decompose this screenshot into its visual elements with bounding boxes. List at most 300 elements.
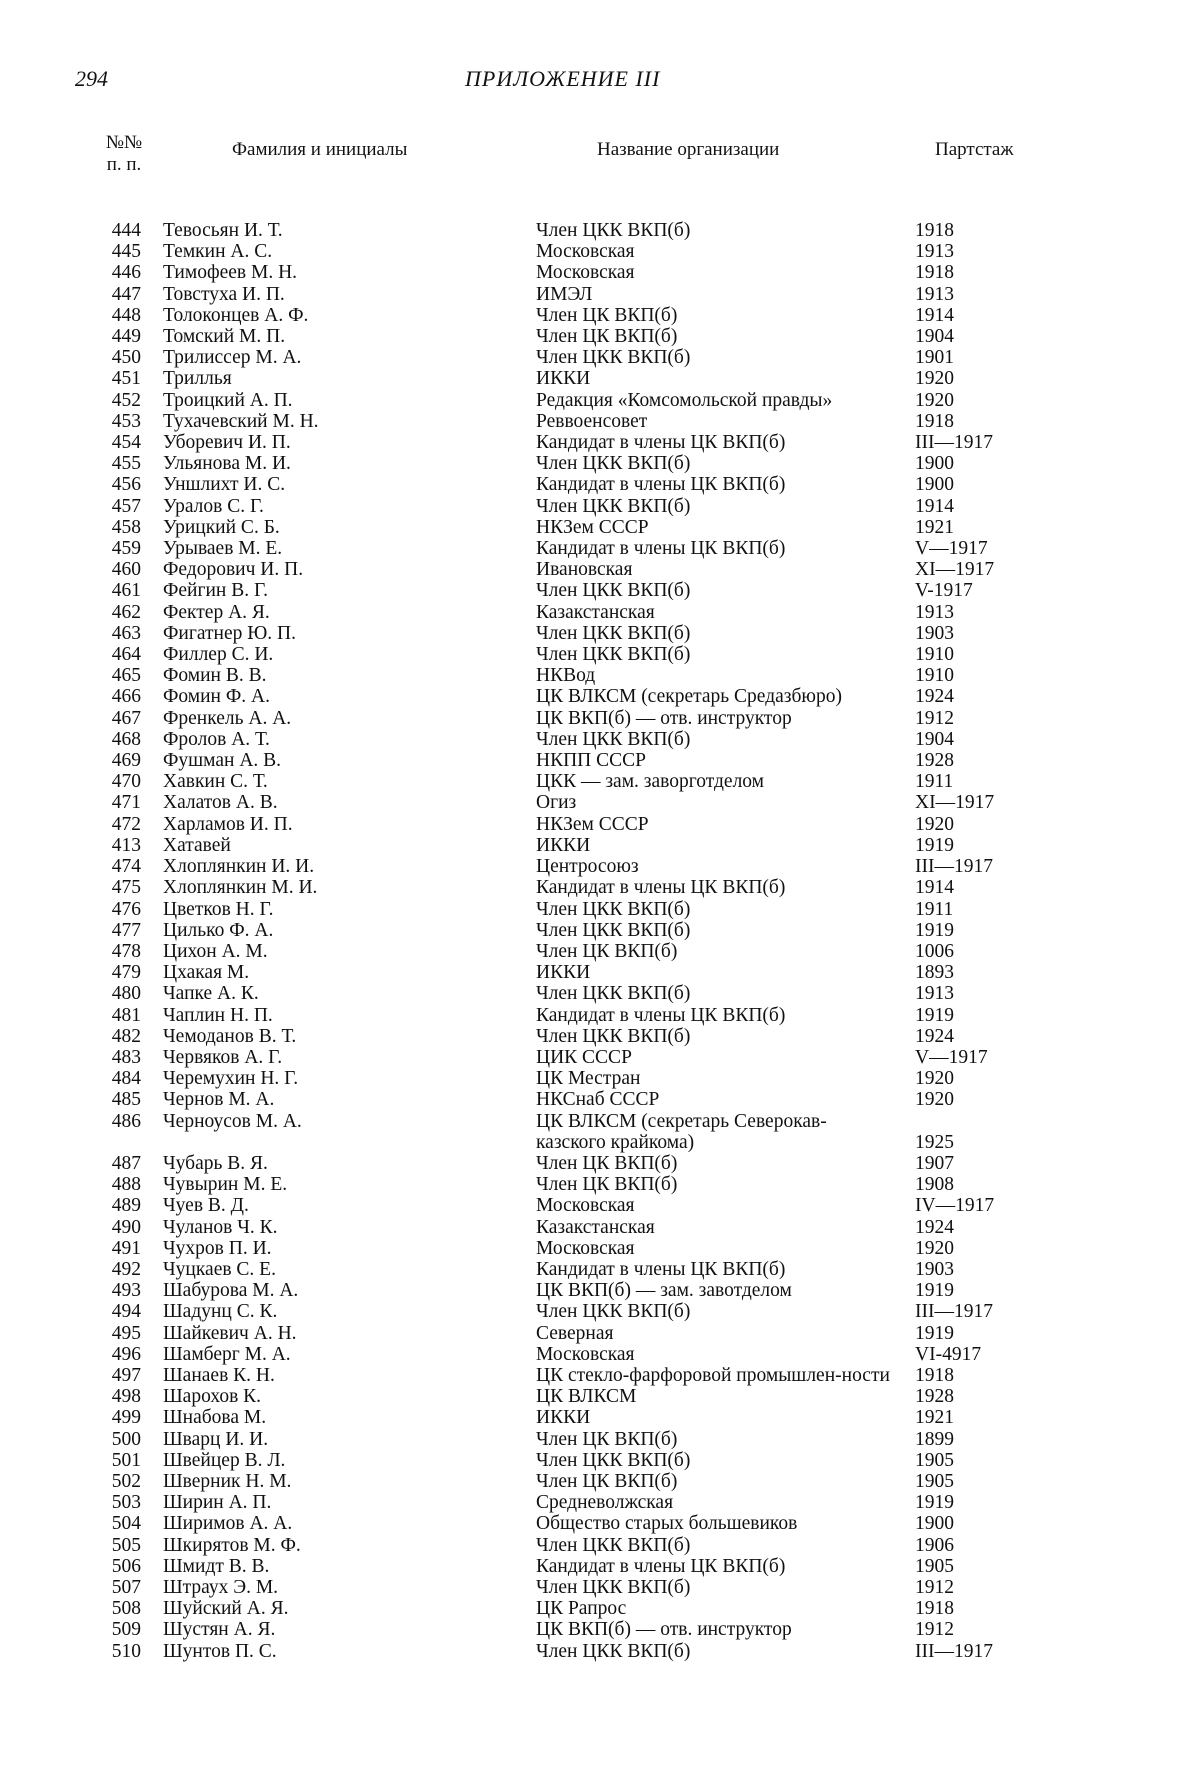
- table-row: [0, 1280, 1200, 1301]
- member-name: Фомин Ф. А.: [163, 686, 270, 708]
- party-tenure: 1920: [915, 813, 954, 835]
- party-tenure: 1919: [915, 1004, 954, 1026]
- member-name: Шабурова М. А.: [163, 1280, 299, 1302]
- row-number: 502: [111, 1470, 141, 1492]
- column-header-number-line2: п. п.: [106, 154, 142, 175]
- row-number: 471: [111, 792, 141, 814]
- table-row: [0, 1598, 1200, 1619]
- row-number: 500: [111, 1428, 141, 1450]
- organization-name: ЦК ВЛКСМ (секретарь Северокав-казского крайкома): [536, 1110, 827, 1153]
- organization-name: ЦК стекло-фарфоровой промышлен-ности: [536, 1364, 890, 1386]
- party-tenure: 1913: [915, 601, 954, 623]
- table-row: [0, 517, 1200, 538]
- row-number: 469: [111, 750, 141, 772]
- row-number: 449: [111, 326, 141, 348]
- organization-name: НКЗем СССР: [536, 516, 649, 538]
- organization-name: Московская: [536, 1195, 635, 1217]
- party-tenure: 1006: [915, 940, 954, 962]
- member-name: Шамберг М. А.: [163, 1343, 291, 1365]
- table-row: [0, 559, 1200, 580]
- table-row: [0, 983, 1200, 1004]
- row-number: 474: [111, 856, 141, 878]
- row-number: 456: [111, 474, 141, 496]
- row-number: 463: [111, 622, 141, 644]
- party-tenure: V—1917: [915, 538, 988, 560]
- member-name: Темкин А. С.: [163, 241, 273, 263]
- member-name: Цихон А. М.: [163, 940, 268, 962]
- member-name: Уншлихт И. С.: [163, 474, 286, 496]
- organization-name: ЦК ВКП(б) — отв. инструктор: [536, 1619, 792, 1641]
- member-name: Чувырин М. Е.: [163, 1174, 288, 1196]
- member-name: Фейгин В. Г.: [163, 580, 268, 602]
- table-row: [0, 899, 1200, 920]
- row-number: 461: [111, 580, 141, 602]
- member-name: Трилиссер М. А.: [163, 347, 302, 369]
- party-tenure: 1912: [915, 1619, 954, 1641]
- member-name: Урицкий С. Б.: [163, 516, 280, 538]
- member-name: Ширимов А. А.: [163, 1513, 293, 1535]
- organization-name: Член ЦКК ВКП(б): [536, 453, 691, 475]
- page-header: [0, 66, 1200, 96]
- row-number: 455: [111, 453, 141, 475]
- member-name: Хатавей: [163, 834, 231, 856]
- party-tenure: 1924: [915, 1216, 954, 1238]
- party-tenure: 1921: [915, 1407, 954, 1429]
- organization-name: Центросоюз: [536, 856, 639, 878]
- member-name: Тухачевский М. Н.: [163, 410, 319, 432]
- table-row: [0, 941, 1200, 962]
- member-name: Толоконцев А. Ф.: [163, 304, 309, 326]
- organization-name: Кандидат в члены ЦК ВКП(б): [536, 1004, 786, 1026]
- organization-name: Член ЦКК ВКП(б): [536, 1534, 691, 1556]
- column-header-number-line1: №№: [105, 132, 143, 153]
- organization-name: Член ЦКК ВКП(б): [536, 1449, 691, 1471]
- organization-name: Член ЦК ВКП(б): [536, 326, 678, 348]
- party-tenure: 1914: [915, 495, 954, 517]
- organization-name: Член ЦКК ВКП(б): [536, 728, 691, 750]
- table-row: [0, 962, 1200, 983]
- party-tenure: III—1917: [915, 856, 993, 878]
- member-name: Шарохов К.: [163, 1386, 262, 1408]
- member-name: Троицкий А. П.: [163, 389, 293, 411]
- party-tenure: 1913: [915, 983, 954, 1005]
- table-row: [0, 835, 1200, 856]
- party-tenure: 1914: [915, 877, 954, 899]
- organization-name: Московская: [536, 241, 635, 263]
- party-tenure: III—1917: [915, 432, 993, 454]
- row-number: 457: [111, 495, 141, 517]
- organization-name: ИККИ: [536, 834, 591, 856]
- member-name: Шварц И. И.: [163, 1428, 269, 1450]
- row-number: 496: [111, 1343, 141, 1365]
- member-name: Чемоданов В. Т.: [163, 1025, 297, 1047]
- row-number: 467: [111, 707, 141, 729]
- table-row: [0, 1005, 1200, 1026]
- party-tenure: 1920: [915, 368, 954, 390]
- row-number: 507: [111, 1577, 141, 1598]
- party-tenure: 1919: [915, 1280, 954, 1302]
- member-name: Шадунц С. К.: [163, 1301, 278, 1323]
- organization-name: Реввоенсовет: [536, 410, 648, 432]
- organization-name: ИККИ: [536, 368, 591, 390]
- table-row: [0, 708, 1200, 729]
- table-row: [0, 1513, 1200, 1534]
- member-name: Чернов М. А.: [163, 1089, 275, 1111]
- row-number: 480: [111, 983, 141, 1005]
- row-number: 478: [111, 940, 141, 962]
- table-row: [0, 1259, 1200, 1280]
- table-row: [0, 262, 1200, 283]
- table-row: [0, 453, 1200, 474]
- member-name: Тевосьян И. Т.: [163, 220, 283, 241]
- organization-name: Член ЦКК ВКП(б): [536, 495, 691, 517]
- table-row: [0, 220, 1200, 241]
- table-row: [0, 1111, 1200, 1153]
- row-number: 492: [111, 1258, 141, 1280]
- member-name: Ширин А. П.: [163, 1492, 272, 1514]
- row-number: 450: [111, 347, 141, 369]
- member-name: Шверник Н. М.: [163, 1470, 292, 1492]
- organization-name: Член ЦКК ВКП(б): [536, 898, 691, 920]
- organization-name: Кандидат в члены ЦК ВКП(б): [536, 877, 786, 899]
- member-name: Ульянова М. И.: [163, 453, 291, 475]
- table-row: [0, 665, 1200, 686]
- party-tenure: 1893: [915, 962, 954, 984]
- row-number: 482: [111, 1025, 141, 1047]
- table-row: [0, 1174, 1200, 1195]
- member-name: Фектер А. Я.: [163, 601, 270, 623]
- party-tenure: 1920: [915, 1089, 954, 1111]
- running-title: ПРИЛОЖЕНИЕ III: [465, 66, 661, 91]
- party-tenure: 1919: [915, 1492, 954, 1514]
- row-number: 494: [111, 1301, 141, 1323]
- table-row: [0, 1089, 1200, 1110]
- member-name: Фигатнер Ю. П.: [163, 622, 296, 644]
- table-row: [0, 1238, 1200, 1259]
- row-number: 448: [111, 304, 141, 326]
- organization-name: НКПП СССР: [536, 750, 646, 772]
- party-tenure: 1918: [915, 1364, 954, 1386]
- organization-name: ИМЭЛ: [536, 283, 593, 305]
- member-name: Цилько Ф. А.: [163, 919, 274, 941]
- organization-name: Казакстанская: [536, 1216, 655, 1238]
- table-row: [0, 1407, 1200, 1428]
- organization-name: Член ЦКК ВКП(б): [536, 622, 691, 644]
- row-number: 451: [111, 368, 141, 390]
- party-tenure: IV—1917: [915, 1195, 995, 1217]
- table-row: [0, 390, 1200, 411]
- row-number: 508: [111, 1598, 141, 1620]
- party-tenure: 1914: [915, 304, 954, 326]
- organization-name: ИККИ: [536, 1407, 591, 1429]
- member-name: Товстуха И. П.: [163, 283, 285, 305]
- organization-name: ЦК ВЛКСМ: [536, 1386, 637, 1408]
- row-number: 465: [111, 665, 141, 687]
- organization-name: Член ЦКК ВКП(б): [536, 919, 691, 941]
- row-number: 476: [111, 898, 141, 920]
- row-number: 445: [111, 241, 141, 263]
- member-name: Чуланов Ч. К.: [163, 1216, 278, 1238]
- row-number: 477: [111, 919, 141, 941]
- table-row: [0, 644, 1200, 665]
- table-row: [0, 750, 1200, 771]
- row-number: 472: [111, 813, 141, 835]
- table-row: [0, 729, 1200, 750]
- party-tenure: 1919: [915, 919, 954, 941]
- member-name: Чуцкаев С. Е.: [163, 1258, 276, 1280]
- table-row: [0, 1577, 1200, 1598]
- party-tenure: XI—1917: [915, 792, 995, 814]
- row-number: 506: [111, 1555, 141, 1577]
- organization-name: Огиз: [536, 792, 577, 814]
- organization-name: Кандидат в члены ЦК ВКП(б): [536, 538, 786, 560]
- party-tenure: 1919: [915, 1322, 954, 1344]
- member-name: Чухров П. И.: [163, 1237, 272, 1259]
- party-tenure: III—1917: [915, 1640, 993, 1662]
- member-name: Червяков А. Г.: [163, 1046, 283, 1068]
- member-name: Шнабова М.: [163, 1407, 267, 1429]
- row-number: 452: [111, 389, 141, 411]
- party-tenure: 1912: [915, 1577, 954, 1598]
- member-name: Триллья: [163, 368, 232, 390]
- party-tenure: 1905: [915, 1449, 954, 1471]
- party-tenure: 1920: [915, 1237, 954, 1259]
- organization-name: НКЗем СССР: [536, 813, 649, 835]
- column-header-organization: Название организации: [597, 139, 780, 160]
- row-number: 470: [111, 771, 141, 793]
- member-name: Урываев М. Е.: [163, 538, 283, 560]
- organization-name: Член ЦК ВКП(б): [536, 1470, 678, 1492]
- member-name: Черноусов М. А.: [163, 1110, 302, 1132]
- party-tenure: 1912: [915, 707, 954, 729]
- party-tenure: 1913: [915, 241, 954, 263]
- column-header-number: [94, 132, 154, 176]
- member-name: Чаплин Н. П.: [163, 1004, 273, 1026]
- row-number: 491: [111, 1237, 141, 1259]
- member-name: Шустян А. Я.: [163, 1619, 276, 1641]
- member-name: Шанаев К. Н.: [163, 1364, 275, 1386]
- organization-name: Член ЦКК ВКП(б): [536, 220, 691, 241]
- table-row: [0, 1641, 1200, 1662]
- party-tenure: 1911: [915, 898, 954, 920]
- row-number: 453: [111, 410, 141, 432]
- member-name: Хавкин С. Т.: [163, 771, 268, 793]
- member-name: Френкель А. А.: [163, 707, 292, 729]
- member-name: Хлоплянкин М. И.: [163, 877, 318, 899]
- table-row: [0, 1026, 1200, 1047]
- member-name: Черемухин Н. Г.: [163, 1068, 299, 1090]
- row-number: 495: [111, 1322, 141, 1344]
- row-number: 501: [111, 1449, 141, 1471]
- member-name: Филлер С. И.: [163, 644, 274, 666]
- organization-name: Казакстанская: [536, 601, 655, 623]
- row-number: 446: [111, 262, 141, 284]
- party-tenure: 1920: [915, 389, 954, 411]
- table-row: [0, 368, 1200, 389]
- organization-name: Кандидат в члены ЦК ВКП(б): [536, 474, 786, 496]
- table-row: [0, 1492, 1200, 1513]
- row-number: 483: [111, 1046, 141, 1068]
- member-name: Харламов И. П.: [163, 813, 293, 835]
- member-name: Цхакая М.: [163, 962, 250, 984]
- organization-name: НКВод: [536, 665, 596, 687]
- party-tenure: 1899: [915, 1428, 954, 1450]
- organization-name: Московская: [536, 1343, 635, 1365]
- organization-name: НКСнаб СССР: [536, 1089, 660, 1111]
- member-name: Чубарь В. Я.: [163, 1152, 268, 1174]
- member-name: Федорович И. П.: [163, 559, 304, 581]
- row-number: 413: [111, 834, 141, 856]
- organization-name: ЦК Местран: [536, 1068, 641, 1090]
- table-row: [0, 538, 1200, 559]
- organization-name: ЦК ВЛКСМ (секретарь Средазбюро): [536, 686, 842, 708]
- member-name: Уралов С. Г.: [163, 495, 264, 517]
- row-number: 459: [111, 538, 141, 560]
- row-number: 499: [111, 1407, 141, 1429]
- organization-name: Член ЦКК ВКП(б): [536, 1640, 691, 1662]
- party-tenure: 1911: [915, 771, 954, 793]
- row-number: 475: [111, 877, 141, 899]
- row-number: 484: [111, 1068, 141, 1090]
- organization-name: Северная: [536, 1322, 614, 1344]
- table-row: [0, 496, 1200, 517]
- row-number: 485: [111, 1089, 141, 1111]
- organization-name: Кандидат в члены ЦК ВКП(б): [536, 432, 786, 454]
- row-number: 462: [111, 601, 141, 623]
- row-number: 481: [111, 1004, 141, 1026]
- party-tenure: 1924: [915, 686, 954, 708]
- organization-name: ЦК ВКП(б) — отв. инструктор: [536, 707, 792, 729]
- member-name: Фролов А. Т.: [163, 728, 270, 750]
- organization-name: Кандидат в члены ЦК ВКП(б): [536, 1555, 786, 1577]
- row-number: 489: [111, 1195, 141, 1217]
- party-tenure: 1901: [915, 347, 954, 369]
- member-name: Швейцер В. Л.: [163, 1449, 286, 1471]
- table-row: [0, 326, 1200, 347]
- organization-name: Член ЦК ВКП(б): [536, 1174, 678, 1196]
- table-row: [0, 580, 1200, 601]
- member-name: Шкирятов М. Ф.: [163, 1534, 301, 1556]
- organization-name: Ивановская: [536, 559, 633, 581]
- party-tenure: XI—1917: [915, 559, 995, 581]
- table-row: [0, 1450, 1200, 1471]
- row-number: 497: [111, 1364, 141, 1386]
- table-row: [0, 347, 1200, 368]
- party-tenure: 1900: [915, 1513, 954, 1535]
- party-tenure: 1904: [915, 728, 954, 750]
- table-row: [0, 411, 1200, 432]
- table-row: [0, 877, 1200, 898]
- organization-name: Московская: [536, 1237, 635, 1259]
- table-row: [0, 1365, 1200, 1386]
- member-name: Халатов А. В.: [163, 792, 278, 814]
- member-name: Фушман А. В.: [163, 750, 282, 772]
- party-tenure: 1908: [915, 1174, 954, 1196]
- row-number: 504: [111, 1513, 141, 1535]
- table-row: [0, 771, 1200, 792]
- table-row: [0, 602, 1200, 623]
- party-tenure: 1921: [915, 516, 954, 538]
- table-row: [0, 1217, 1200, 1238]
- table-row: [0, 1068, 1200, 1089]
- organization-name: Член ЦК ВКП(б): [536, 1428, 678, 1450]
- organization-name: Кандидат в члены ЦК ВКП(б): [536, 1258, 786, 1280]
- party-tenure: 1900: [915, 453, 954, 475]
- table-row: [0, 856, 1200, 877]
- row-number: 444: [111, 220, 141, 241]
- row-number: 490: [111, 1216, 141, 1238]
- member-name: Томский М. П.: [163, 326, 286, 348]
- party-tenure: 1903: [915, 1258, 954, 1280]
- party-tenure: V-1917: [915, 580, 973, 602]
- column-header-party-tenure: Партстаж: [935, 139, 1014, 160]
- row-number: 466: [111, 686, 141, 708]
- table-row: [0, 1386, 1200, 1407]
- organization-name: Редакция «Комсомольской правды»: [536, 389, 833, 411]
- table-row: [0, 686, 1200, 707]
- organization-name: ЦКК — зам. заворготделом: [536, 771, 765, 793]
- row-number: 498: [111, 1386, 141, 1408]
- organization-name: Член ЦКК ВКП(б): [536, 1577, 691, 1598]
- party-tenure: 1913: [915, 283, 954, 305]
- column-header-name: Фамилия и инициалы: [232, 139, 408, 160]
- organization-name: Член ЦКК ВКП(б): [536, 644, 691, 666]
- organization-name: ЦК ВКП(б) — зам. завотделом: [536, 1280, 792, 1302]
- row-number: 464: [111, 644, 141, 666]
- organization-name: Общество старых большевиков: [536, 1513, 798, 1535]
- row-number: 454: [111, 432, 141, 454]
- member-name: Чуев В. Д.: [163, 1195, 249, 1217]
- party-tenure: 1924: [915, 1025, 954, 1047]
- table-row: [0, 1619, 1200, 1640]
- party-tenure: 1918: [915, 1598, 954, 1620]
- organization-name: Московская: [536, 262, 635, 284]
- page-number: 294: [75, 66, 108, 91]
- row-number: 510: [111, 1640, 141, 1662]
- row-number: 503: [111, 1492, 141, 1514]
- member-name: Шуйский А. Я.: [163, 1598, 289, 1620]
- member-name: Фомин В. В.: [163, 665, 267, 687]
- table-row: [0, 241, 1200, 262]
- table-row: [0, 432, 1200, 453]
- organization-name: Член ЦКК ВКП(б): [536, 347, 691, 369]
- table-row: [0, 1153, 1200, 1174]
- row-number: 458: [111, 516, 141, 538]
- organization-name: Член ЦКК ВКП(б): [536, 983, 691, 1005]
- organization-name: Член ЦК ВКП(б): [536, 940, 678, 962]
- table-row: [0, 284, 1200, 305]
- row-number: 479: [111, 962, 141, 984]
- party-tenure: 1900: [915, 474, 954, 496]
- row-number: 487: [111, 1152, 141, 1174]
- row-number: 493: [111, 1280, 141, 1302]
- row-number: 460: [111, 559, 141, 581]
- party-tenure: III—1917: [915, 1301, 993, 1323]
- table-row: [0, 1323, 1200, 1344]
- members-table: [0, 220, 1200, 1662]
- table-row: [0, 1344, 1200, 1365]
- organization-name: ЦИК СССР: [536, 1046, 632, 1068]
- row-number: 468: [111, 728, 141, 750]
- organization-name: ЦК Рапрос: [536, 1598, 627, 1620]
- organization-name: Член ЦКК ВКП(б): [536, 580, 691, 602]
- table-row: [0, 814, 1200, 835]
- party-tenure: VI-4917: [915, 1343, 982, 1365]
- party-tenure: 1903: [915, 622, 954, 644]
- party-tenure: 1910: [915, 665, 954, 687]
- organization-name: Член ЦКК ВКП(б): [536, 1025, 691, 1047]
- table-row: [0, 792, 1200, 813]
